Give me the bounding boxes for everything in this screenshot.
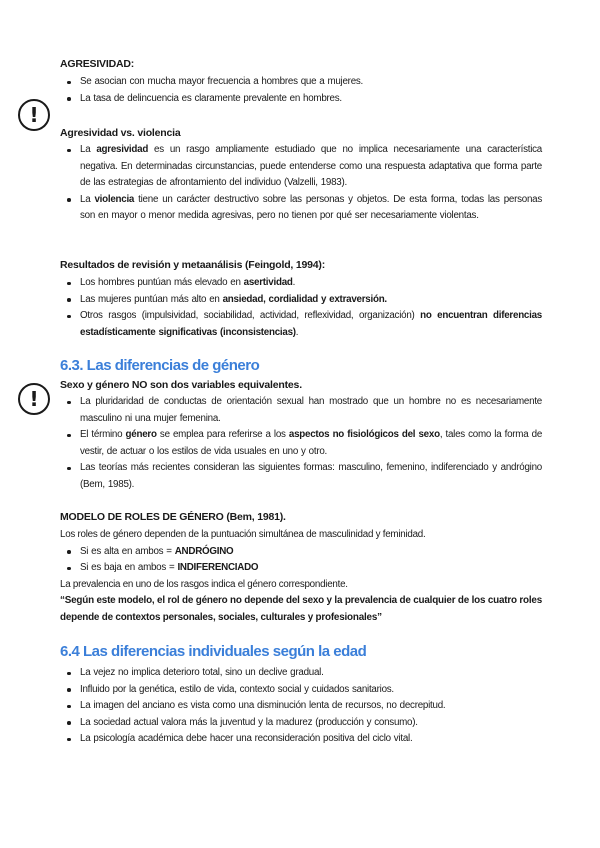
agresividad-list: [60, 74, 542, 107]
list-item: Si es alta en ambos = ANDRÓGINO: [80, 544, 542, 561]
list-item: Si es baja en ambos = INDIFERENCIADO: [80, 560, 542, 577]
list-item: El término género se emplea para referirse a los aspectos no fisiológicos del sexo, tales como la forma de vestir, de actuar o los estilos de vida usuales en uno y otro.: [80, 427, 542, 460]
warning-icon: !: [18, 383, 50, 415]
list-item: Las mujeres puntúan más alto en ansiedad, cordialidad y extraversión.: [80, 292, 542, 309]
resultados-title: Resultados de revisión y metaanálisis (Feingold, 1994):: [60, 259, 326, 271]
list-item: Los hombres puntúan más elevado en asertividad.: [80, 275, 542, 292]
section-6-3: [60, 357, 542, 494]
list-item: Se asocian con mucha mayor frecuencia a hombres que a mujeres.: [80, 74, 542, 91]
list-item: Influido por la genética, estilo de vida, contexto social y cuidados sanitarios.: [80, 682, 542, 699]
modelo-list: [60, 544, 542, 577]
agresividad-vs-violencia-title: Agresividad vs. violencia: [60, 127, 181, 139]
section-title: 6.3. Las diferencias de género: [60, 357, 260, 374]
list-item: Otros rasgos (impulsividad, sociabilidad, actividad, reflexividad, organización) no encuentran diferencias estadísticamente significativas (inconsistencias).: [80, 308, 542, 341]
modelo-quote: “Según este modelo, el rol de género no depende del sexo y la prevalencia de cualquier de los cuatro roles depende de contextos personales, sociales, culturales y profesionales”: [60, 595, 542, 623]
section-title: 6.4 Las diferencias individuales según la edad: [60, 643, 367, 660]
list-item: La tasa de delincuencia es claramente prevalente en hombres.: [80, 91, 542, 108]
list-item: La agresividad es un rasgo ampliamente estudiado que no implica necesariamente una característica negativa. En determinadas circunstancias, puede entenderse como una respuesta adaptativa que forma parte de las estrategias de afrontamiento del individuo (Valzelli, 1983).: [80, 142, 542, 192]
list-item: La imagen del anciano es vista como una disminución lenta de recursos, no decrepitud.: [80, 698, 542, 715]
list-item: La psicología académica debe hacer una reconsideración positiva del ciclo vital.: [80, 731, 542, 748]
agresividad-vs-violencia-section: [60, 126, 542, 225]
modelo-roles-section: [60, 510, 542, 627]
agresividad-title: AGRESIVIDAD:: [60, 58, 135, 70]
agresividad-vs-violencia-list: [60, 142, 542, 225]
modelo-intro: Los roles de género dependen de la puntuación simultánea de masculinidad y feminidad.: [60, 529, 426, 540]
modelo-title: MODELO DE ROLES DE GÉNERO (Bem, 1981).: [60, 511, 286, 523]
edad-list: [60, 665, 542, 748]
resultados-list: [60, 275, 542, 341]
section-subtitle: Sexo y género NO son dos variables equivalentes.: [60, 379, 302, 391]
agresividad-section: [60, 57, 542, 107]
section-6-4: [60, 643, 542, 748]
modelo-prevalence: La prevalencia en uno de los rasgos indica el género correspondiente.: [60, 578, 348, 590]
list-item: La violencia tiene un carácter destructivo sobre las personas y objetos. De esta forma, todas las personas son en mayor o menor medida agresivas, pero no tienen por qué ser necesariamente violentas.: [80, 192, 542, 225]
genero-list: [60, 394, 542, 494]
resultados-section: [60, 258, 542, 341]
warning-icon: !: [18, 99, 50, 131]
list-item: La sociedad actual valora más la juventud y la madurez (producción y consumo).: [80, 715, 542, 732]
list-item: La pluridaridad de conductas de orientación sexual han mostrado que un hombre no es necesariamente masculino ni una mujer femenina.: [80, 394, 542, 427]
list-item: Las teorías más recientes consideran las siguientes formas: masculino, femenino, indiferenciado y andrógino (Bem, 1985).: [80, 460, 542, 493]
list-item: La vejez no implica deterioro total, sino un declive gradual.: [80, 665, 542, 682]
